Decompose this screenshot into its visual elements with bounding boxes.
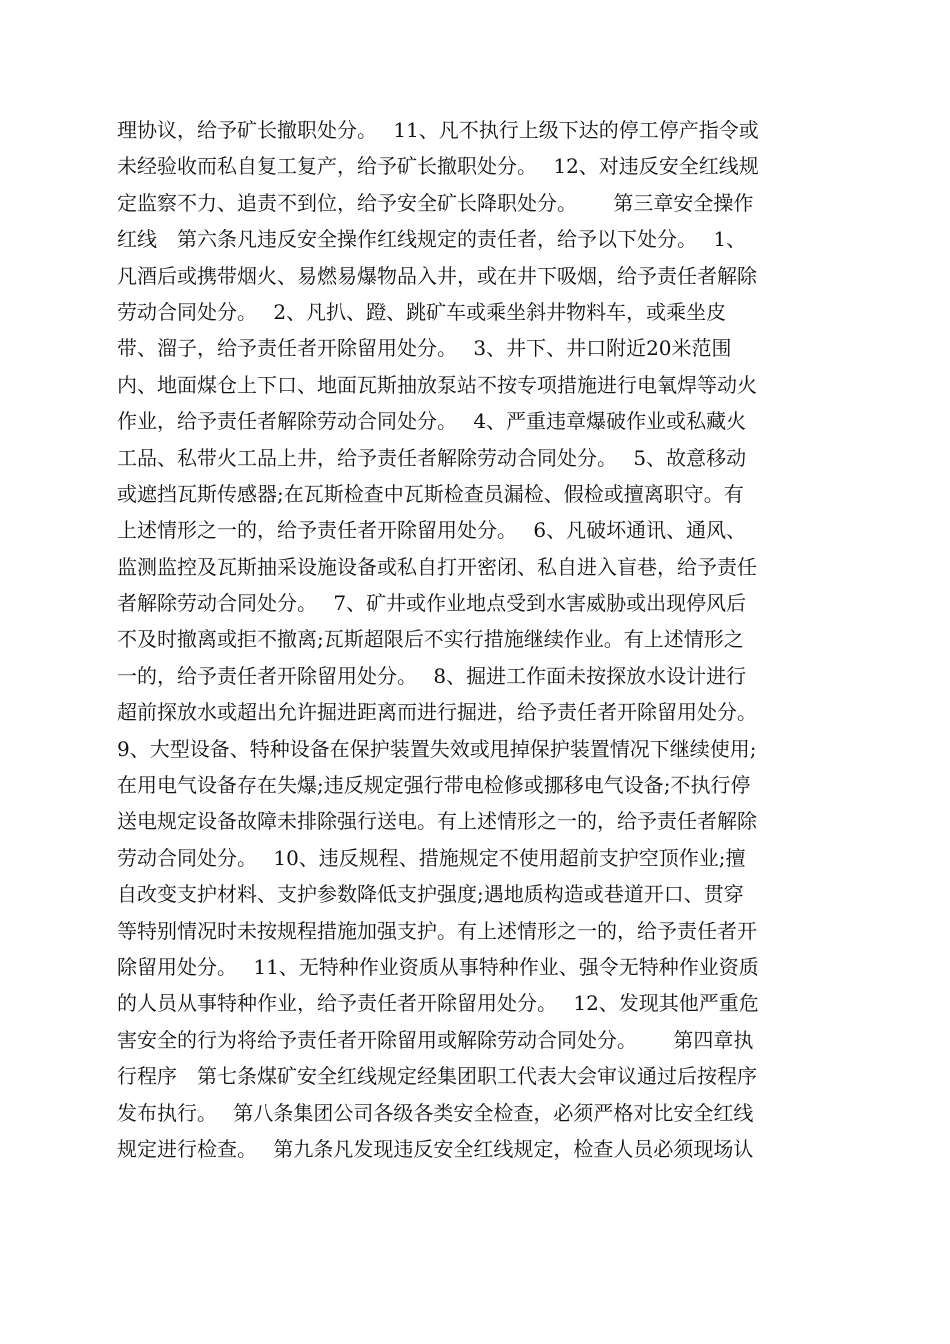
text-line: 带、溜子，给予责任者开除留用处分。 3、井下、井口附近20米范围 xyxy=(117,336,732,361)
text-line: 理协议，给予矿长撤职处分。 11、凡不执行上级下达的停工停产指令或 xyxy=(117,118,759,142)
text-line: 发布执行。 第八条集团公司各级各类安全检查，必须严格对比安全红线 xyxy=(117,1100,754,1125)
text-line: 的人员从事特种作业，给予责任者开除留用处分。 12、发现其他严重危 xyxy=(117,991,759,1016)
text-line: 内、地面煤仓上下口、地面瓦斯抽放泵站不按专项措施进行电氧焊等动火 xyxy=(117,372,757,397)
text-line: 工品、私带火工品上井，给予责任者解除劳动合同处分。 5、故意移动 xyxy=(117,445,747,470)
text-line: 等特别情况时未按规程措施加强支护。有上述情形之一的，给予责任者开 xyxy=(117,918,757,943)
text-line: 害安全的行为将给予责任者开除留用或解除劳动合同处分。 第四章执 xyxy=(117,1027,754,1052)
body-text xyxy=(117,112,837,1167)
text-line: 劳动合同处分。 10、违反规程、措施规定不使用超前支护空顶作业;擅 xyxy=(117,845,746,870)
text-line: 监测监控及瓦斯抽采设施设备或私自打开密闭、私自进入盲巷，给予责任 xyxy=(117,554,757,579)
text-line: 或遮挡瓦斯传感器;在瓦斯检查中瓦斯检查员漏检、假检或擅离职守。有 xyxy=(117,481,744,506)
text-line: 红线 第六条凡违反安全操作红线规定的责任者，给予以下处分。 1、 xyxy=(117,227,747,252)
text-line: 劳动合同处分。 2、凡扒、蹬、跳矿车或乘坐斜井物料车，或乘坐皮 xyxy=(117,299,727,324)
text-line: 者解除劳动合同处分。 7、矿井或作业地点受到水害威胁或出现停风后 xyxy=(117,591,747,616)
text-line: 不及时撤离或拒不撤离;瓦斯超限后不实行措施继续作业。有上述情形之 xyxy=(117,627,744,652)
text-line: 9、大型设备、特种设备在保护装置失效或甩掉保护装置情况下继续使用; xyxy=(117,736,757,761)
text-line: 除留用处分。 11、无特种作业资质从事特种作业、强令无特种作业资质 xyxy=(117,954,759,979)
text-line: 在用电气设备存在失爆;违反规定强行带电检修或挪移电气设备;不执行停 xyxy=(117,773,751,798)
text-line: 上述情形之一的，给予责任者开除留用处分。 6、凡破坏通讯、通风、 xyxy=(117,518,747,543)
text-line: 凡酒后或携带烟火、易燃易爆物品入井，或在井下吸烟，给予责任者解除 xyxy=(117,263,757,288)
text-line: 规定进行检查。 第九条凡发现违反安全红线规定，检查人员必须现场认 xyxy=(117,1136,754,1161)
text-line: 未经验收而私自复工复产，给予矿长撤职处分。 12、对违反安全红线规 xyxy=(117,154,759,179)
text-line: 行程序 第七条煤矿安全红线规定经集团职工代表大会审议通过后按程序 xyxy=(117,1064,757,1089)
text-line: 定监察不力、追责不到位，给予安全矿长降职处分。 第三章安全操作 xyxy=(117,190,754,215)
text-line: 作业，给予责任者解除劳动合同处分。 4、严重违章爆破作业或私藏火 xyxy=(117,409,747,434)
text-line: 送电规定设备故障未排除强行送电。有上述情形之一的，给予责任者解除 xyxy=(117,809,757,834)
text-line: 超前探放水或超出允许掘进距离而进行掘进，给予责任者开除留用处分。 xyxy=(117,700,757,725)
text-line: 一的，给予责任者开除留用处分。 8、掘进工作面未按探放水设计进行 xyxy=(117,663,747,688)
text-line: 自改变支护材料、支护参数降低支护强度;遇地质构造或巷道开口、贯穿 xyxy=(117,882,744,907)
